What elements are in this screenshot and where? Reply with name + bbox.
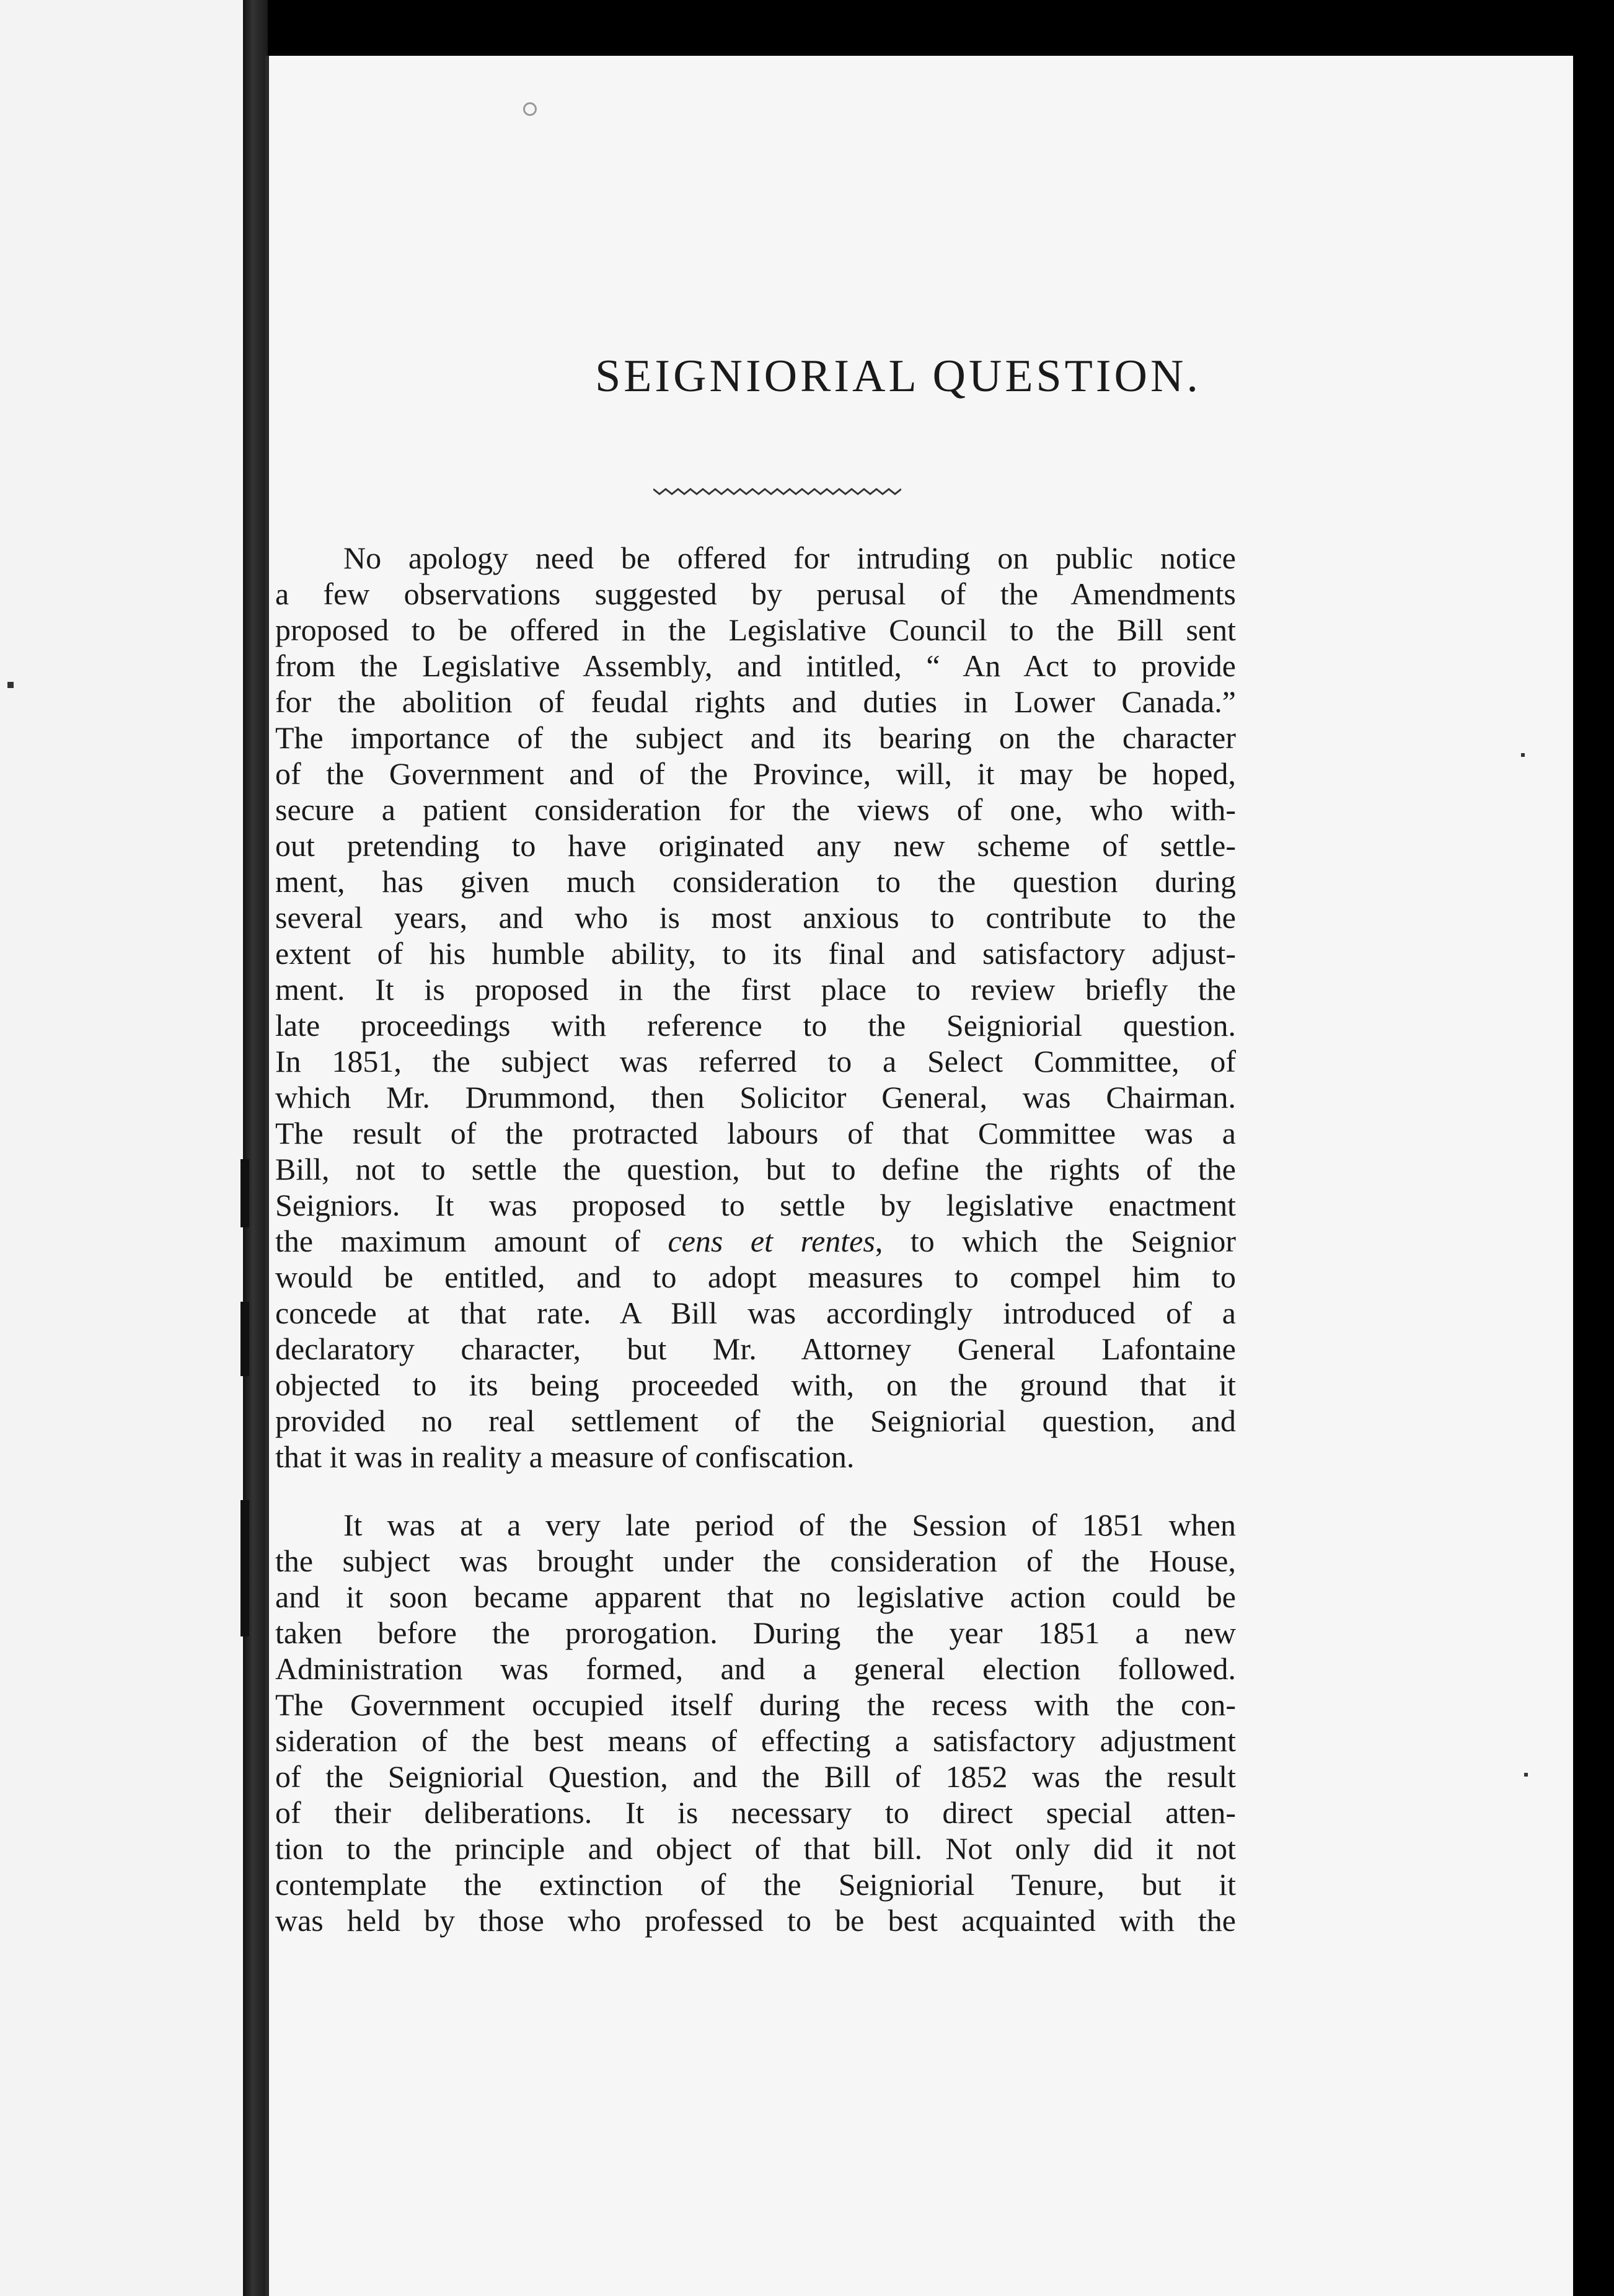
text-line: No apology need be offered for intruding on public notice [343, 541, 1236, 575]
scan-speck [1524, 1773, 1528, 1777]
text-line: of their deliberations. It is necessary to direct special atten- [275, 1795, 1236, 1830]
text-line: and it soon became apparent that no legislative action could be [275, 1579, 1236, 1614]
scan-dot [523, 102, 537, 116]
text-line: which Mr. Drummond, then Solicitor General, was Chairman. [275, 1080, 1236, 1115]
text-line: sideration of the best means of effecting a satisfactory adjustment [275, 1723, 1236, 1758]
text-line: objected to its being proceeded with, on the ground that it [275, 1367, 1236, 1402]
scan-border [1573, 0, 1614, 2296]
text-run: the maximum amount of [275, 1224, 668, 1258]
text-line: The importance of the subject and its bearing on the character [275, 720, 1236, 755]
book-page [265, 56, 1577, 2296]
text-line: proposed to be offered in the Legislative Council to the Bill sent [275, 612, 1236, 647]
spine-shadow [240, 1302, 249, 1376]
text-run: , to which the Seignior [875, 1224, 1236, 1258]
italic-text: cens et rentes [668, 1224, 875, 1258]
page-title: SEIGNIORIAL QUESTION. [595, 351, 1201, 402]
text-line: taken before the prorogation. During the year 1851 a new [275, 1615, 1236, 1650]
text-line: that it was in reality a measure of confiscation. [275, 1439, 855, 1474]
text-line: was held by those who professed to be best acquainted with the [275, 1903, 1236, 1938]
text-line: tion to the principle and object of that bill. Not only did it not [275, 1831, 1236, 1866]
text-line: ment. It is proposed in the first place to review briefly the [275, 972, 1236, 1007]
text-line: late proceedings with reference to the Seigniorial question. [275, 1008, 1236, 1043]
text-line [275, 1222, 1236, 1260]
text-line: The result of the protracted labours of that Committee was a [275, 1116, 1236, 1150]
text-line: of the Government and of the Province, will, it may be hoped, [275, 756, 1236, 791]
book-gutter [243, 0, 268, 2296]
scan-speck [1521, 753, 1525, 757]
text-line: a few observations suggested by perusal of the Amendments [275, 576, 1236, 611]
text-line: extent of his humble ability, to its final and satisfactory adjust- [275, 936, 1236, 971]
text-line: secure a patient consideration for the views of one, who with- [275, 792, 1236, 827]
text-line: Bill, not to settle the question, but to define the rights of the [275, 1152, 1236, 1186]
text-line: contemplate the extinction of the Seigniorial Tenure, but it [275, 1867, 1236, 1902]
text-line: from the Legislative Assembly, and intitled, “ An Act to provide [275, 648, 1236, 683]
text-line: Administration was formed, and a general election followed. [275, 1651, 1236, 1686]
text-line: The Government occupied itself during the recess with the con- [275, 1687, 1236, 1722]
spine-shadow [240, 1500, 249, 1636]
text-line: of the Seigniorial Question, and the Bill of 1852 was the result [275, 1759, 1236, 1794]
text-line: out pretending to have originated any new scheme of settle- [275, 828, 1236, 863]
scan-speck [7, 682, 14, 688]
text-line: declaratory character, but Mr. Attorney General Lafontaine [275, 1331, 1236, 1366]
text-line: concede at that rate. A Bill was accordingly introduced of a [275, 1296, 1236, 1330]
text-line: provided no real settlement of the Seigniorial question, and [275, 1403, 1236, 1438]
text-line: for the abolition of feudal rights and duties in Lower Canada.” [275, 684, 1236, 719]
facing-page-edge [0, 0, 243, 2296]
text-line: Seigniors. It was proposed to settle by legislative enactment [275, 1188, 1236, 1222]
ornamental-rule [653, 487, 901, 497]
text-line: would be entitled, and to adopt measures to compel him to [275, 1260, 1236, 1294]
text-line: It was at a very late period of the Session of 1851 when [343, 1508, 1236, 1542]
spine-shadow [240, 1159, 249, 1227]
text-line: the subject was brought under the consideration of the House, [275, 1543, 1236, 1578]
text-line: ment, has given much consideration to the question during [275, 864, 1236, 899]
text-line: In 1851, the subject was referred to a Select Committee, of [275, 1044, 1236, 1079]
text-line: several years, and who is most anxious to contribute to the [275, 900, 1236, 935]
